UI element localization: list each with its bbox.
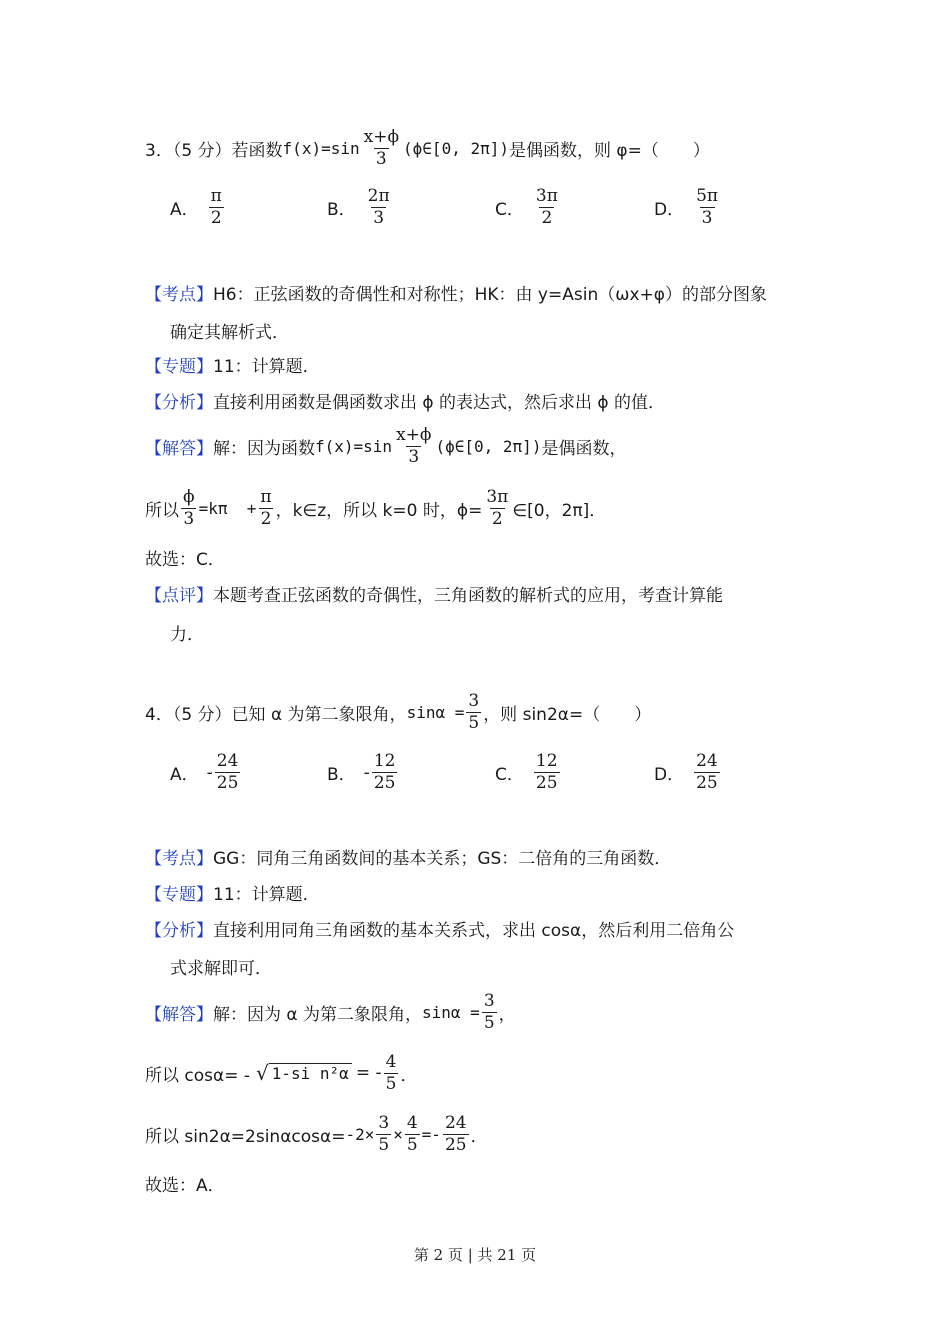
q4-sin2a-prefix: 所以 sin2α=2sinαcosα= — [145, 1126, 346, 1147]
q3-option-d-label: D． — [654, 200, 685, 220]
q4-frac-den: 5 — [468, 712, 480, 733]
q3-deriv-num2: π — [260, 486, 272, 507]
q3-deriv-mid2: ，k∈z，所以 k=0 时，ϕ= — [275, 500, 483, 521]
q4-jieda-den: 5 — [483, 1012, 495, 1033]
q4-zhuanti-text: 11：计算题． — [213, 884, 320, 905]
q3-deriv-num3: 3π — [486, 486, 509, 507]
q3-option-a-den: 2 — [210, 208, 222, 228]
q4-sin2a-n2: 4 — [406, 1112, 418, 1133]
q3-fenxi-tag: 【分析】 — [145, 392, 213, 413]
q4-fenxi-tag: 【分析】 — [145, 920, 213, 941]
q4-fenxi-cont: 式求解即可． — [170, 959, 272, 979]
q4-option-b-num: 12 — [373, 751, 396, 771]
q4-option-a-label: A． — [170, 765, 199, 785]
q3-dianping-cont: 力． — [170, 625, 204, 645]
q3-option-a — [170, 188, 226, 227]
q4-sin2a-coef: -2× — [345, 1124, 375, 1144]
q4-cos-num: 4 — [385, 1051, 397, 1072]
q3-jieda-num: x+ϕ — [396, 424, 432, 445]
q4-option-d-den: 25 — [696, 773, 718, 793]
q3-option-c — [495, 188, 562, 227]
q3-dianping-tag: 【点评】 — [145, 585, 213, 606]
q4-frac-num: 3 — [468, 690, 480, 711]
q3-option-b-num: 2π — [367, 186, 390, 206]
q3-kaodian-tag: 【考点】 — [145, 284, 213, 305]
q3-option-d-num: 5π — [696, 186, 719, 206]
q3-stem-suffix: 是偶函数，则 φ=（ ） — [509, 140, 710, 161]
q3-jieda-prefix: 解：因为函数 — [213, 438, 315, 459]
q3-jieda-suffix: 是偶函数， — [541, 438, 627, 459]
q4-option-a-num: 24 — [216, 751, 239, 771]
q4-sin2a-end: ． — [470, 1126, 488, 1147]
q3-option-c-label: C． — [495, 200, 524, 220]
q3-kaodian — [145, 272, 767, 312]
q4-jieda-num: 3 — [483, 990, 495, 1011]
q4-zhuanti — [145, 872, 320, 912]
q3-frac-den: 3 — [375, 148, 387, 169]
q3-stem-prefix: 3．（5 分）若函数 — [145, 140, 283, 161]
q4-zhuanti-tag: 【专题】 — [145, 884, 213, 905]
q3-jieda-func: f(x)=sin — [315, 436, 393, 456]
q3-option-b-label: B． — [327, 200, 356, 220]
q4-cos-den: 5 — [385, 1073, 397, 1094]
q3-dianping-text: 本题考查正弦函数的奇偶性，三角函数的解析式的应用，考查计算能 — [213, 585, 723, 606]
q3-jieda-tag: 【解答】 — [145, 438, 213, 459]
q3-frac-num: x+ϕ — [363, 126, 400, 147]
q3-stem — [145, 128, 710, 168]
q4-option-b-sign: - — [363, 762, 370, 783]
q3-fenxi — [145, 380, 665, 420]
q3-option-a-num: π — [210, 186, 222, 206]
q3-kaodian-cont: 确定其解析式． — [170, 323, 289, 343]
q3-deriv-num1: ϕ — [183, 486, 195, 507]
q3-kaodian-text: H6：正弦函数的奇偶性和对称性；HK：由 y=Asin（ωx+φ）的部分图象 — [213, 284, 767, 305]
q3-zhuanti — [145, 344, 320, 384]
q3-deriv-den2: 2 — [260, 508, 272, 529]
q3-func: f(x)=sin — [282, 138, 360, 158]
q4-cos-mid: = - — [355, 1063, 382, 1083]
q3-option-a-label: A． — [170, 200, 199, 220]
q3-option-d-den: 3 — [701, 208, 713, 228]
q3-derivation — [145, 488, 606, 528]
q3-deriv-end: ∈[0，2π]． — [512, 500, 607, 521]
q4-option-d-num: 24 — [696, 751, 718, 771]
q4-fenxi-text: 直接利用同角三角函数的基本关系式，求出 cosα，然后利用二倍角公 — [213, 920, 735, 941]
q4-sin2a-d1: 5 — [378, 1134, 390, 1155]
q3-jieda — [145, 426, 626, 466]
q4-cos-line — [145, 1053, 417, 1093]
q4-jieda — [145, 992, 516, 1032]
q3-domain: (ϕ∈[0, 2π]) — [403, 138, 509, 158]
q3-option-b-den: 3 — [373, 208, 385, 228]
q4-option-a-sign: - — [206, 762, 213, 783]
q3-zhuanti-tag: 【专题】 — [145, 356, 213, 377]
q3-dianping — [145, 573, 723, 613]
q4-jieda-suffix: ， — [498, 1004, 516, 1025]
sqrt-symbol: √ 1-si n²α — [256, 1061, 352, 1085]
q4-option-c — [495, 753, 562, 792]
q4-option-c-label: C． — [495, 765, 524, 785]
q4-option-a — [170, 753, 242, 792]
q4-stem-suffix: ，则 sin2α=（ ） — [483, 704, 652, 725]
q4-cos-end: ． — [400, 1065, 418, 1086]
q4-stem-prefix: 4．（5 分）已知 α 为第二象限角， — [145, 704, 407, 725]
q4-option-d — [654, 753, 722, 792]
q4-option-c-num: 12 — [535, 751, 558, 771]
q4-sin2a-d3: 25 — [444, 1134, 467, 1155]
q3-deriv-den3: 2 — [491, 508, 503, 529]
q3-option-c-num: 3π — [535, 186, 558, 206]
q4-kaodian-tag: 【考点】 — [145, 848, 213, 869]
q4-jieda-sin: sinα = — [422, 1002, 480, 1022]
q3-option-c-den: 2 — [541, 208, 553, 228]
q4-fenxi — [145, 908, 734, 948]
q4-jieda-tag: 【解答】 — [145, 1004, 213, 1025]
q4-sin2a-times: × — [393, 1124, 403, 1144]
q4-stem — [145, 692, 651, 732]
q3-jieda-den: 3 — [408, 446, 420, 467]
q3-option-d — [654, 188, 722, 227]
q4-jieda-prefix: 解：因为 α 为第二象限角， — [213, 1004, 423, 1025]
q4-sin: sinα = — [406, 702, 465, 722]
page-footer: 第 2 页 | 共 21 页 — [413, 1246, 537, 1264]
q4-cos-prefix: 所以 cosα= - — [145, 1065, 250, 1086]
q4-option-b-den: 25 — [373, 773, 396, 793]
q4-sin2a-n1: 3 — [378, 1112, 390, 1133]
q3-deriv-mid: =kπ + — [198, 498, 257, 518]
q3-deriv-den1: 3 — [183, 508, 195, 529]
q4-sin2a-d2: 5 — [406, 1134, 418, 1155]
q4-option-b-label: B． — [327, 765, 356, 785]
q3-answer: 故选：C． — [145, 549, 225, 570]
q4-sin2a-n3: 24 — [444, 1112, 467, 1133]
q3-jieda-domain: (ϕ∈[0, 2π]) — [435, 436, 542, 456]
q4-option-b — [327, 753, 399, 792]
q4-cos-radicand: 1-si n²α — [269, 1063, 352, 1083]
q4-sin2a-eq: =- — [421, 1124, 441, 1144]
q3-deriv-prefix: 所以 — [145, 500, 179, 521]
q4-answer: 故选：A． — [145, 1175, 225, 1196]
q4-option-c-den: 25 — [535, 773, 558, 793]
q4-option-a-den: 25 — [216, 773, 239, 793]
q3-fraction — [362, 126, 401, 169]
q4-kaodian-text: GG：同角三角函数间的基本关系；GS：二倍角的三角函数． — [213, 848, 672, 869]
q3-option-b — [327, 188, 394, 227]
q4-sin2a-line — [145, 1114, 488, 1154]
q4-option-d-label: D． — [654, 765, 685, 785]
q3-fenxi-text: 直接利用函数是偶函数求出 ϕ 的表达式，然后求出 ϕ 的值． — [213, 392, 666, 413]
q4-kaodian — [145, 836, 671, 876]
q3-zhuanti-text: 11：计算题． — [213, 356, 320, 377]
